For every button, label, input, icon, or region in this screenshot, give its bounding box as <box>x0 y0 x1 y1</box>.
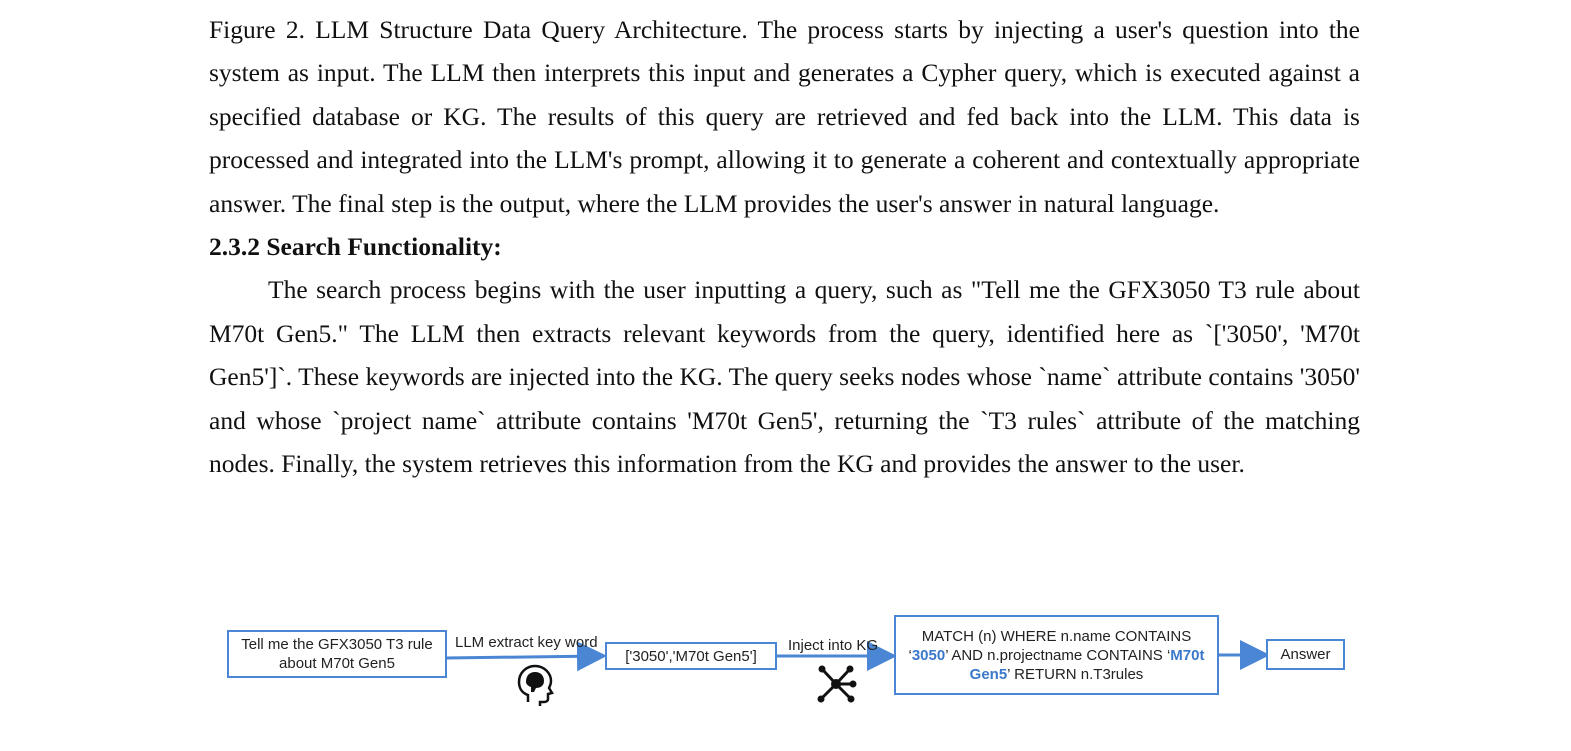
arrow-query-to-keywords <box>446 656 601 658</box>
cypher-keyword-gen5: Gen5 <box>969 665 1008 683</box>
cypher-keyword-m70t: M70t <box>1170 646 1205 664</box>
cypher-query-text <box>899 627 1215 684</box>
cypher-query-box <box>894 615 1219 695</box>
cypher-part-3: ’ AND n.projectname CONTAINS ‘ <box>945 646 1171 664</box>
answer-box <box>1266 639 1345 670</box>
keywords-text: ['3050','M70t Gen5'] <box>625 647 757 665</box>
paper-page <box>209 8 1360 485</box>
inject-kg-label: Inject into KG <box>788 637 879 654</box>
cypher-part-1: MATCH (n) WHERE n.name CONTAINS <box>921 627 1192 645</box>
cypher-part-2: ‘ <box>908 646 912 664</box>
section-heading: 2.3.2 Search Functionality: <box>209 232 502 262</box>
llm-extract-label: LLM extract key word <box>455 634 598 651</box>
keywords-box <box>605 642 777 670</box>
body-paragraph: The search process begins with the user inputting a query, such as "Tell me the GFX3050 T3 rule about M70t Gen5." The LLM then extracts relevant keywords from the query, identified here as `['3050', 'M70t Gen5']`. These keywords are injected into the KG. The query seeks nodes whose `name` attribute contains '3050' and whose `project name` attribute contains 'M70t Gen5', returning the `T3 rules` attribute of the matching nodes. Finally, the system retrieves this information from the KG and provides the answer to the user. <box>209 275 1360 479</box>
figure-caption: Figure 2. LLM Structure Data Query Architecture. The process starts by injecting a user's question into the system as input. The LLM then interprets this input and generates a Cypher query, which is executed against a specified database or KG. The results of this query are retrieved and fed back into the LLM. This data is processed and integrated into the LLM's prompt, allowing it to generate a coherent and contextually appropriate answer. The final step is the output, where the LLM provides the user's answer in natural language. <box>209 15 1360 218</box>
answer-text: Answer <box>1280 646 1331 663</box>
search-flow-diagram <box>0 600 1571 720</box>
graph-network-icon <box>815 663 857 705</box>
cypher-keyword-3050: 3050 <box>911 646 946 664</box>
brain-head-icon <box>514 662 558 706</box>
user-query-box <box>227 630 447 678</box>
cypher-part-4: ’ RETURN n.T3rules <box>1007 665 1144 683</box>
user-query-text: Tell me the GFX3050 T3 rule about M70t Gen5 <box>241 636 433 672</box>
